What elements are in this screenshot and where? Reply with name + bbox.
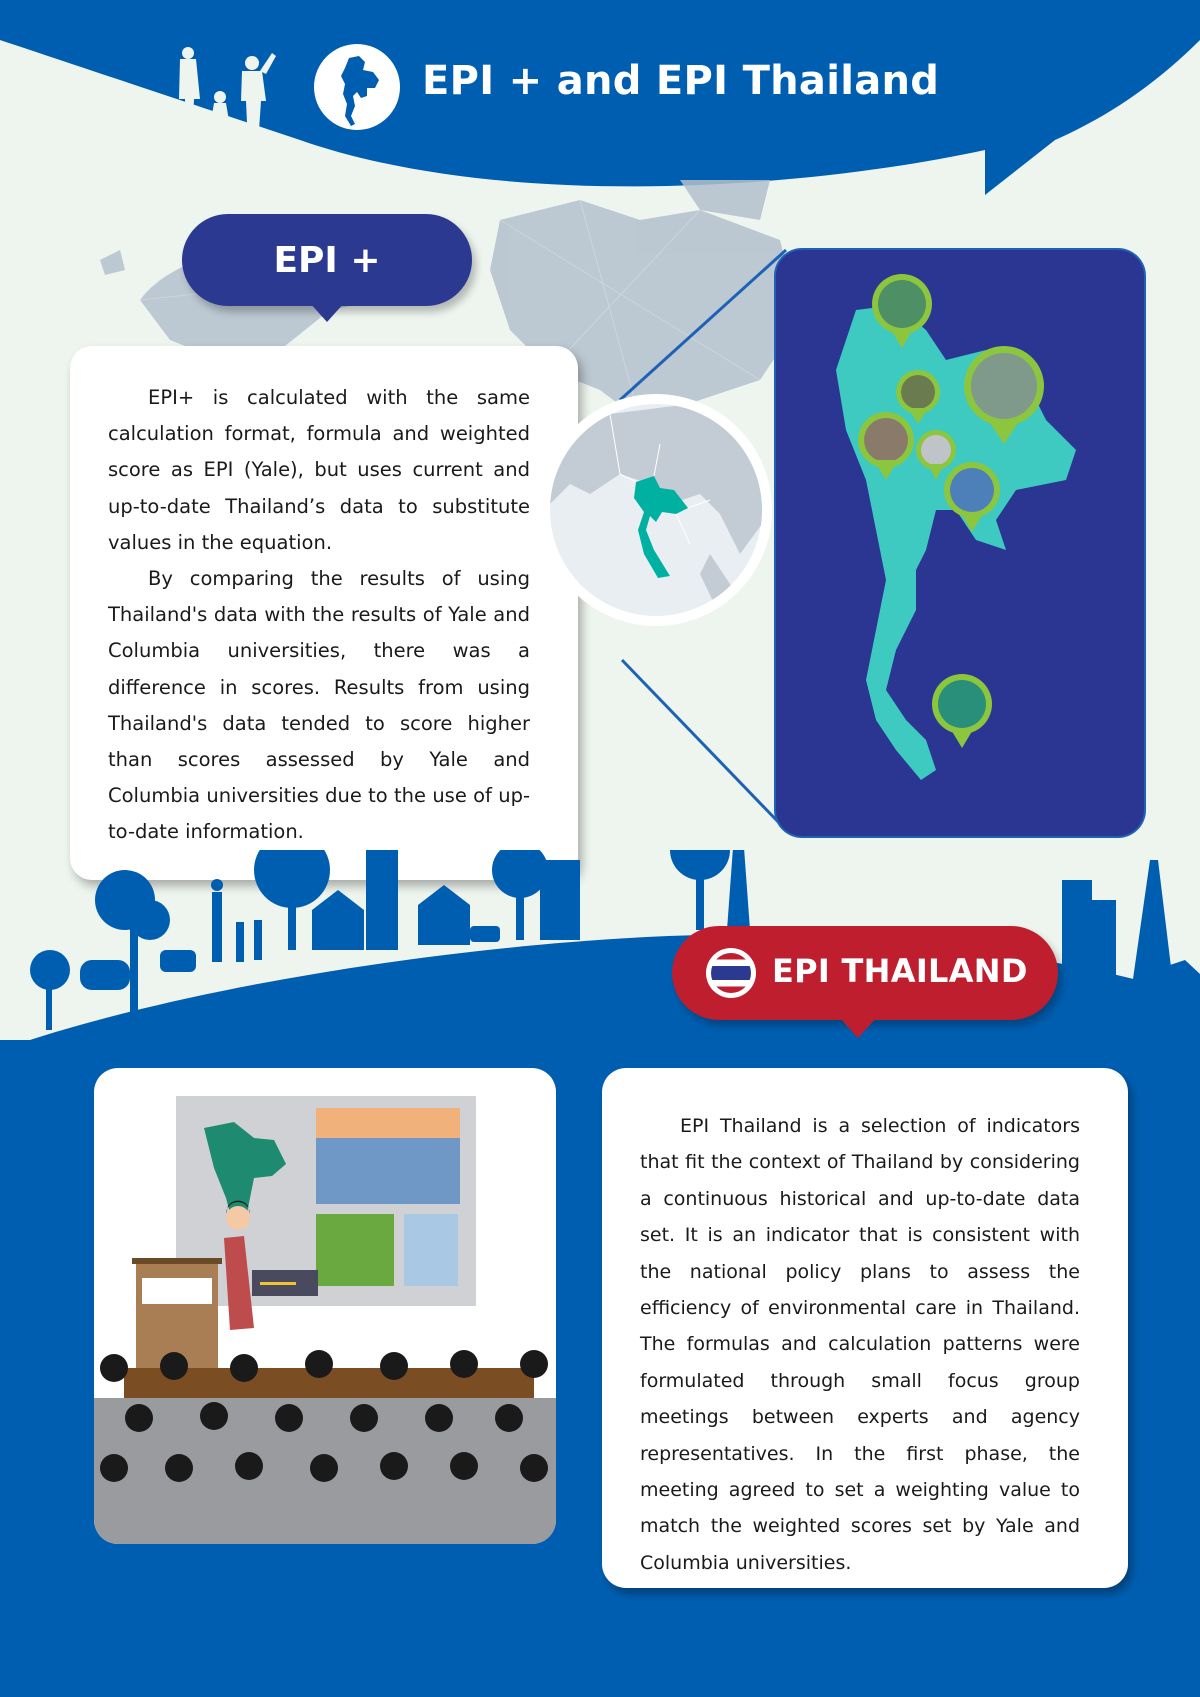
epi-plus-paragraph-1: EPI+ is calculated with the same calculation format, formula and weighted score as EPI (Yale), but uses current and up-to-date Thailand’s data to substitute values in the equation. [108, 386, 530, 554]
epi-plus-text-card [70, 346, 578, 880]
epi-plus-paragraph-2: By comparing the results of using Thailand's data with the results of Yale and Columbia universities, there was a difference in scores. Results from using Thailand's data tended to score higher than scores assessed by Yale and Columbia universities due to the use of up-to-date information. [108, 567, 530, 844]
family-silhouette-icon [160, 45, 290, 145]
epi-thailand-text-card [602, 1068, 1128, 1588]
thailand-map-icon [314, 44, 400, 130]
label-pointer [309, 302, 345, 322]
epi-plus-label-text: EPI + [273, 239, 381, 281]
epi-thailand-label-text: EPI THAILAND [772, 952, 1028, 990]
label-pointer [838, 1016, 878, 1038]
southeast-asia-globe [550, 404, 762, 616]
thailand-map-panel [776, 250, 1144, 836]
epi-plus-label [182, 214, 472, 306]
presentation-illustration [94, 1068, 556, 1544]
thailand-flag-icon [706, 948, 756, 998]
epi-thailand-paragraph-1: EPI Thailand is a selection of indicators that fit the context of Thailand by considering a continuous historical and up-to-date data set. It is an indicator that is consistent with the national policy plans to assess the efficiency of environmental care in Thailand. The formulas and calculation patterns were formulated through small focus group meetings between experts and agency representatives. In the first phase, the meeting agreed to set a weighting value to match the weighted scores set by Yale and Columbia universities. [640, 1115, 1080, 1574]
page-title: EPI + and EPI Thailand [422, 58, 940, 104]
